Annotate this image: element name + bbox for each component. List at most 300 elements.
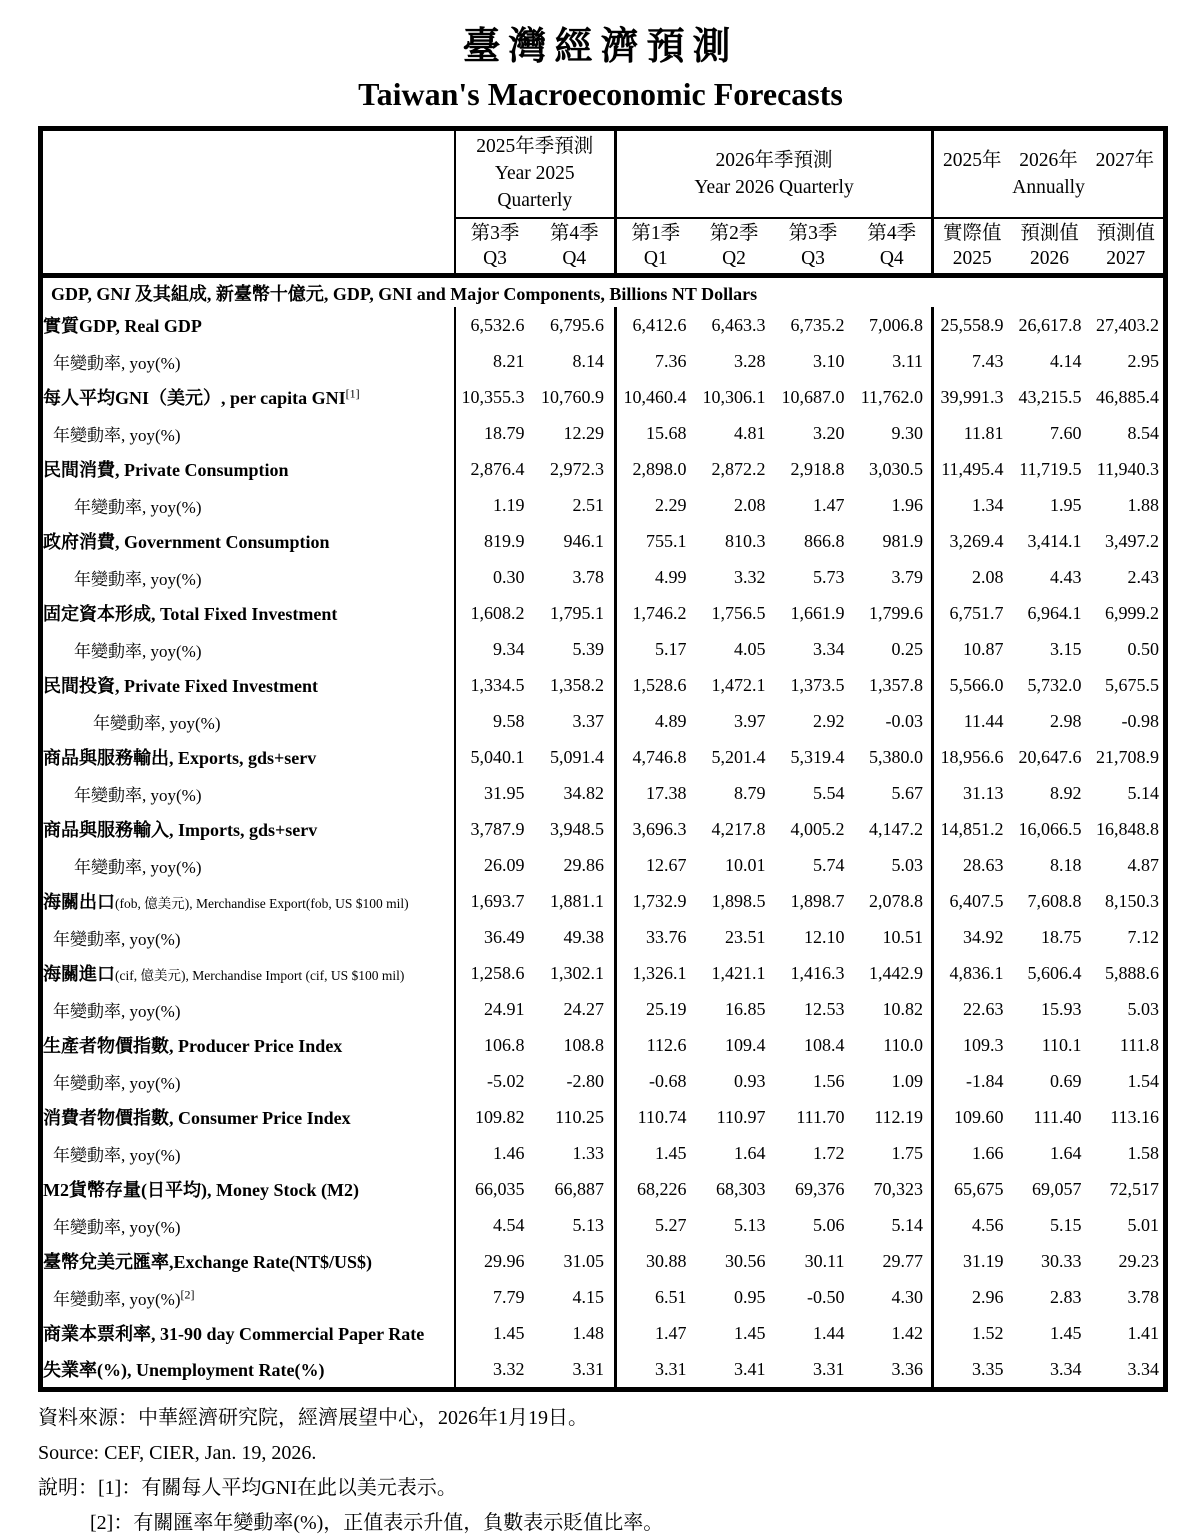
value-cell: 30.11 (804, 1250, 845, 1271)
value-cell: 1.48 (572, 1322, 604, 1343)
value-cell: 5.14 (891, 1214, 924, 1235)
value-cell: 109.82 (455, 1099, 535, 1135)
value-cell: 69,376 (795, 1178, 845, 1199)
value-cell: 4,217.8 (711, 818, 766, 839)
indicator-row (41, 595, 1166, 631)
value-cell: 8.21 (455, 343, 535, 379)
value-cell: 3.15 (1050, 638, 1082, 659)
value-cell: 6,964.1 (1027, 602, 1082, 623)
value-cell: 1.95 (1050, 494, 1082, 515)
value-cell: 5.74 (813, 854, 845, 875)
indicator-row (41, 883, 1166, 919)
row-label (41, 379, 455, 415)
year-label: 2025年 (942, 149, 1002, 171)
value-cell: 23.51 (725, 926, 766, 947)
value-cell: 33.76 (616, 919, 695, 955)
value-cell: -2.80 (566, 1070, 604, 1091)
value-cell: 16,848.8 (1096, 818, 1160, 839)
value-cell: 981.9 (882, 530, 924, 551)
row-label-sub: (fob, 億美元), Merchandise Export(fob, US $100 mil) (115, 896, 409, 911)
row-label-text: 年變動率, yoy(%) (74, 785, 202, 805)
value-cell: 2,876.4 (455, 451, 535, 487)
value-cell: 112.6 (616, 1027, 695, 1063)
value-cell: 2.08 (933, 559, 1011, 595)
row-label (41, 703, 455, 739)
value-cell: 29.23 (1118, 1250, 1160, 1271)
value-cell: 31.13 (933, 775, 1011, 811)
value-cell: 5,675.5 (1105, 674, 1160, 695)
value-cell: 1.66 (933, 1135, 1011, 1171)
value-cell: 69,057 (1032, 1178, 1082, 1199)
value-cell: 0.25 (891, 638, 924, 659)
value-cell: 11,719.5 (1019, 458, 1082, 479)
value-cell: 1.96 (891, 494, 924, 515)
value-cell: 31.95 (455, 775, 535, 811)
indicator-row (41, 1171, 1166, 1207)
value-cell: 4.14 (1050, 350, 1082, 371)
value-cell: 5,091.4 (550, 746, 604, 767)
value-cell: 28.63 (933, 847, 1011, 883)
row-label-text: 年變動率, yoy(%) (53, 929, 181, 949)
value-cell: 8.54 (1127, 422, 1160, 443)
value-cell: 1,358.2 (550, 674, 604, 695)
value-cell: 36.49 (455, 919, 535, 955)
value-cell: 1,898.5 (711, 890, 766, 911)
group-title-en: Year 2025 Quarterly (494, 163, 575, 211)
value-cell: 20,647.6 (1018, 746, 1082, 767)
value-cell: 25,558.9 (933, 307, 1011, 343)
value-cell: 1.42 (891, 1322, 924, 1343)
value-cell: 4.99 (616, 559, 695, 595)
value-cell: 110.25 (555, 1106, 604, 1127)
source-en: Source: CEF, CIER, Jan. 19, 2026. (38, 1442, 317, 1464)
value-cell: 3.78 (572, 566, 604, 587)
value-cell: 110.74 (616, 1099, 695, 1135)
value-cell: 0.95 (734, 1286, 766, 1307)
row-label-text: 商品與服務輸入, Imports, gds+serv (43, 820, 318, 840)
value-cell: 3,497.2 (1105, 530, 1160, 551)
col-group-annually (933, 129, 1166, 219)
value-cell: 1.58 (1127, 1142, 1160, 1163)
row-label (41, 523, 455, 559)
note-1: 說明：[1]：有關每人平均GNI在此以美元表示。 (38, 1477, 457, 1499)
value-cell: 1,357.8 (869, 674, 924, 695)
yoy-row (41, 415, 1166, 451)
value-cell: 4.43 (1050, 566, 1082, 587)
value-cell: 111.40 (1033, 1106, 1082, 1127)
value-cell: 14,851.2 (933, 811, 1011, 847)
value-cell: 111.70 (796, 1106, 845, 1127)
value-cell: 1.45 (455, 1315, 535, 1351)
yoy-row (41, 775, 1166, 811)
row-label-text: 商業本票利率, 31-90 day Commercial Paper Rate (43, 1324, 425, 1344)
value-cell: 1,693.7 (455, 883, 535, 919)
yoy-row (41, 631, 1166, 667)
annual-years (934, 147, 1163, 174)
value-cell: 18.75 (1041, 926, 1082, 947)
value-cell: 2,898.0 (616, 451, 695, 487)
indicator-row (41, 739, 1166, 775)
value-cell: 68,226 (616, 1171, 695, 1207)
value-cell: -0.68 (616, 1063, 695, 1099)
value-cell: 22.63 (933, 991, 1011, 1027)
value-cell: 6,463.3 (711, 314, 766, 335)
value-cell: 4.81 (734, 422, 766, 443)
value-cell: 3.79 (891, 566, 924, 587)
value-cell: 2.83 (1050, 1286, 1082, 1307)
value-cell: 15.68 (616, 415, 695, 451)
value-cell: 5.06 (813, 1214, 845, 1235)
value-cell: 43,215.5 (1018, 386, 1082, 407)
col-header-actual-2025: 實際值 2025 (933, 218, 1011, 276)
value-cell: 17.38 (616, 775, 695, 811)
indicator-row (41, 1243, 1166, 1279)
value-cell: 1.41 (1127, 1322, 1160, 1343)
row-label-text: 年變動率, yoy(%) (74, 857, 202, 877)
row-label-text: 年變動率, yoy(%) (93, 713, 221, 733)
indicator-row (41, 451, 1166, 487)
value-cell: 16,066.5 (1018, 818, 1082, 839)
row-label-text: 年變動率, yoy(%) (74, 569, 202, 589)
value-cell: 0.50 (1127, 638, 1160, 659)
value-cell: 1.33 (572, 1142, 604, 1163)
value-cell: 7.60 (1050, 422, 1082, 443)
yoy-row (41, 1207, 1166, 1243)
value-cell: 16.85 (725, 998, 766, 1019)
value-cell: 6.51 (616, 1279, 695, 1315)
value-cell: 7.79 (455, 1279, 535, 1315)
row-label (41, 631, 455, 667)
value-cell: 1.47 (616, 1315, 695, 1351)
value-cell: 108.8 (563, 1034, 604, 1055)
value-cell: 1,416.3 (790, 962, 845, 983)
row-label (41, 955, 455, 991)
value-cell: 1,661.9 (790, 602, 845, 623)
footnote-ref: [1] (345, 386, 360, 401)
value-cell: 11.44 (933, 703, 1011, 739)
row-label-text: 年變動率, yoy(%) (53, 1289, 181, 1309)
value-cell: 110.97 (716, 1106, 766, 1127)
row-label-text: 商品與服務輸出, Exports, gds+serv (43, 748, 317, 768)
col-header-2026q3: 第3季 Q3 (774, 218, 853, 276)
value-cell: 15.93 (1041, 998, 1082, 1019)
value-cell: 1.09 (891, 1070, 924, 1091)
value-cell: 946.1 (563, 530, 604, 551)
value-cell: -1.84 (933, 1063, 1011, 1099)
value-cell: 1.44 (813, 1322, 845, 1343)
value-cell: 2,872.2 (711, 458, 766, 479)
row-label (41, 487, 455, 523)
value-cell: 2,078.8 (869, 890, 924, 911)
value-cell: 0.93 (734, 1070, 766, 1091)
indicator-row (41, 307, 1166, 343)
row-label-text: 年變動率, yoy(%) (74, 641, 202, 661)
value-cell: 2.29 (616, 487, 695, 523)
value-cell: 2.95 (1127, 350, 1160, 371)
note-2: [2]：有關匯率年變動率(%)，正值表示升值，負數表示貶值比率。 (90, 1512, 664, 1534)
value-cell: 0.69 (1050, 1070, 1082, 1091)
value-cell: 1,421.1 (711, 962, 766, 983)
value-cell: 1,326.1 (616, 955, 695, 991)
indicator-row (41, 955, 1166, 991)
value-cell: 5.13 (572, 1214, 604, 1235)
value-cell: 110.1 (1041, 1034, 1082, 1055)
row-label-text: 年變動率, yoy(%) (74, 497, 202, 517)
section-title-row (41, 276, 1166, 308)
page-title-zh: 臺灣經濟預測 (462, 26, 739, 68)
row-label (41, 1243, 455, 1279)
value-cell: 1,799.6 (869, 602, 924, 623)
value-cell: 10.82 (882, 998, 924, 1019)
value-cell: 3.36 (891, 1358, 924, 1379)
value-cell: 3.32 (455, 1351, 535, 1390)
value-cell: 3.34 (813, 638, 845, 659)
value-cell: 1,732.9 (616, 883, 695, 919)
row-label-text: 實質GDP, Real GDP (43, 316, 202, 336)
value-cell: 819.9 (455, 523, 535, 559)
value-cell: 8.79 (734, 782, 766, 803)
value-cell: 4.87 (1127, 854, 1160, 875)
row-label-text: 失業率(%), Unemployment Rate(%) (43, 1360, 325, 1380)
year-label: 2027年 (1095, 149, 1155, 171)
value-cell: 1,373.5 (790, 674, 845, 695)
value-cell: 1,528.6 (616, 667, 695, 703)
value-cell: 3.31 (572, 1358, 604, 1379)
row-label (41, 1135, 455, 1171)
value-cell: 3,787.9 (455, 811, 535, 847)
value-cell: 10.01 (725, 854, 766, 875)
value-cell: 31.05 (563, 1250, 604, 1271)
row-label-text: M2貨幣存量(日平均), Money Stock (M2) (43, 1180, 359, 1200)
indicator-row (41, 667, 1166, 703)
value-cell: 3,030.5 (869, 458, 924, 479)
yoy-row (41, 991, 1166, 1027)
value-cell: 1,258.6 (455, 955, 535, 991)
value-cell: 65,675 (933, 1171, 1011, 1207)
row-label (41, 307, 455, 343)
row-label (41, 343, 455, 379)
row-label-text: 臺幣兌美元匯率,Exchange Rate(NT$/US$) (43, 1252, 372, 1272)
value-cell: 5,319.4 (790, 746, 845, 767)
value-cell: 10,760.9 (541, 386, 604, 407)
yoy-row (41, 343, 1166, 379)
row-label (41, 1063, 455, 1099)
value-cell: 1,334.5 (455, 667, 535, 703)
value-cell: 109.3 (933, 1027, 1011, 1063)
forecast-table (38, 126, 1168, 1392)
value-cell: 5.39 (572, 638, 604, 659)
value-cell: 111.8 (1119, 1034, 1160, 1055)
value-cell: 11,495.4 (933, 451, 1011, 487)
value-cell: -5.02 (455, 1063, 535, 1099)
value-cell: 1,442.9 (869, 962, 924, 983)
group-title-zh: 2025年季預測 (476, 136, 594, 157)
value-cell: 109.4 (725, 1034, 766, 1055)
value-cell: 25.19 (616, 991, 695, 1027)
group-title-zh: 2026年季預測 (715, 149, 833, 171)
value-cell: 1.45 (616, 1135, 695, 1171)
indicator-row (41, 1315, 1166, 1351)
value-cell: 24.27 (563, 998, 604, 1019)
row-label-text: 民間消費, Private Consumption (43, 460, 289, 480)
value-cell: 8,150.3 (1105, 890, 1160, 911)
row-label-text: 生產者物價指數, Producer Price Index (43, 1036, 343, 1056)
value-cell: 70,323 (873, 1178, 924, 1199)
value-cell: 7.36 (616, 343, 695, 379)
value-cell: 5,888.6 (1105, 962, 1160, 983)
value-cell: 8.18 (1050, 854, 1082, 875)
value-cell: 5.14 (1127, 782, 1160, 803)
value-cell: 3.37 (572, 710, 604, 731)
row-label (41, 595, 455, 631)
row-label (41, 1279, 455, 1315)
value-cell: 5,732.0 (1027, 674, 1082, 695)
value-cell: 1.64 (1050, 1142, 1082, 1163)
row-label-text: 年變動率, yoy(%) (53, 425, 181, 445)
value-cell: 5.03 (1127, 998, 1160, 1019)
row-label-sub: (cif, 億美元), Merchandise Import (cif, US $100 mil) (115, 968, 405, 983)
col-header-forecast-2027: 預測值 2027 (1089, 218, 1166, 276)
value-cell: 3.35 (933, 1351, 1011, 1390)
row-label (41, 919, 455, 955)
value-cell: 9.30 (891, 422, 924, 443)
row-label (41, 1351, 455, 1390)
value-cell: 2.43 (1127, 566, 1160, 587)
col-group-2025-quarterly (455, 129, 616, 219)
value-cell: 10,355.3 (455, 379, 535, 415)
group-title-en: Annually (1012, 176, 1085, 198)
value-cell: 3.31 (813, 1358, 845, 1379)
value-cell: 1.88 (1127, 494, 1160, 515)
value-cell: 5.17 (616, 631, 695, 667)
value-cell: 5,606.4 (1027, 962, 1082, 983)
row-label (41, 775, 455, 811)
value-cell: 26.09 (455, 847, 535, 883)
value-cell: 108.4 (804, 1034, 845, 1055)
value-cell: 3,414.1 (1027, 530, 1082, 551)
value-cell: 3.11 (892, 350, 924, 371)
value-cell: 29.77 (882, 1250, 924, 1271)
value-cell: 4,147.2 (869, 818, 924, 839)
col-header-2026q2: 第2季 Q2 (695, 218, 774, 276)
row-label (41, 883, 455, 919)
row-label-text: 政府消費, Government Consumption (43, 532, 330, 552)
value-cell: 3.78 (1127, 1286, 1160, 1307)
value-cell: -0.03 (885, 710, 924, 731)
row-label-text: 年變動率, yoy(%) (53, 353, 181, 373)
value-cell: 1,302.1 (550, 962, 604, 983)
value-cell: 11,762.0 (860, 386, 924, 407)
yoy-row (41, 1063, 1166, 1099)
row-label (41, 1027, 455, 1063)
col-header-2025q4: 第4季 Q4 (535, 218, 616, 276)
value-cell: 106.8 (455, 1027, 535, 1063)
value-cell: 9.34 (455, 631, 535, 667)
value-cell: 755.1 (616, 523, 695, 559)
col-header-2026q4: 第4季 Q4 (853, 218, 933, 276)
year-label: 2026年 (1019, 149, 1078, 171)
yoy-row (41, 919, 1166, 955)
value-cell: 6,407.5 (933, 883, 1011, 919)
col-header-forecast-2026: 預測值 2026 (1011, 218, 1089, 276)
value-cell: 29.86 (563, 854, 604, 875)
group-title-en: Year 2026 Quarterly (694, 176, 854, 198)
value-cell: 5.27 (616, 1207, 695, 1243)
indicator-row (41, 1351, 1166, 1390)
value-cell: 49.38 (563, 926, 604, 947)
value-cell: 72,517 (1109, 1178, 1160, 1199)
value-cell: 0.30 (455, 559, 535, 595)
value-cell: 18.79 (455, 415, 535, 451)
value-cell: 2,918.8 (790, 458, 845, 479)
value-cell: 3.20 (813, 422, 845, 443)
value-cell: 1,898.7 (790, 890, 845, 911)
indicator-row (41, 523, 1166, 559)
value-cell: 4.89 (616, 703, 695, 739)
value-cell: 6,795.6 (550, 314, 604, 335)
value-cell: 4.56 (933, 1207, 1011, 1243)
value-cell: 12.67 (616, 847, 695, 883)
yoy-row (41, 847, 1166, 883)
value-cell: 113.16 (1110, 1106, 1160, 1127)
footnotes (38, 1406, 1163, 1535)
value-cell: 1.46 (455, 1135, 535, 1171)
row-label-text: 年變動率, yoy(%) (53, 1001, 181, 1021)
value-cell: 6,735.2 (790, 314, 845, 335)
value-cell: 1.75 (891, 1142, 924, 1163)
value-cell: 34.92 (933, 919, 1011, 955)
value-cell: 6,532.6 (455, 307, 535, 343)
row-label-text: 民間投資, Private Fixed Investment (43, 676, 318, 696)
value-cell: 1,472.1 (711, 674, 766, 695)
value-cell: 1.45 (734, 1322, 766, 1343)
value-cell: 4.54 (455, 1207, 535, 1243)
value-cell: 5,040.1 (455, 739, 535, 775)
value-cell: 3.34 (1127, 1358, 1160, 1379)
value-cell: 5.54 (813, 782, 845, 803)
value-cell: 10.51 (882, 926, 924, 947)
source-zh: 資料來源：中華經濟研究院，經濟展望中心，2026年1月19日。 (38, 1407, 588, 1429)
row-label (41, 739, 455, 775)
value-cell: 34.82 (563, 782, 604, 803)
row-label (41, 415, 455, 451)
value-cell: 11,940.3 (1096, 458, 1160, 479)
value-cell: 4.05 (734, 638, 766, 659)
value-cell: -0.50 (807, 1286, 845, 1307)
value-cell: 5.03 (891, 854, 924, 875)
value-cell: 3.10 (813, 350, 845, 371)
value-cell: 5.67 (891, 782, 924, 803)
row-label-text: 每人平均GNI（美元）, per capita GNI (43, 388, 346, 408)
row-label-text: 固定資本形成, Total Fixed Investment (43, 604, 338, 624)
value-cell: 7.43 (933, 343, 1011, 379)
value-cell: 2.08 (734, 494, 766, 515)
value-cell: 1,795.1 (550, 602, 604, 623)
value-cell: 7,608.8 (1027, 890, 1082, 911)
value-cell: 24.91 (455, 991, 535, 1027)
value-cell: -0.98 (1121, 710, 1160, 731)
row-label (41, 847, 455, 883)
value-cell: 5.01 (1127, 1214, 1160, 1235)
value-cell: 18,956.6 (933, 739, 1011, 775)
value-cell: 109.60 (933, 1099, 1011, 1135)
value-cell: 1.56 (813, 1070, 845, 1091)
value-cell: 12.53 (804, 998, 845, 1019)
value-cell: 3,269.4 (933, 523, 1011, 559)
value-cell: 66,035 (455, 1171, 535, 1207)
value-cell: 2.96 (933, 1279, 1011, 1315)
value-cell: 5,380.0 (869, 746, 924, 767)
